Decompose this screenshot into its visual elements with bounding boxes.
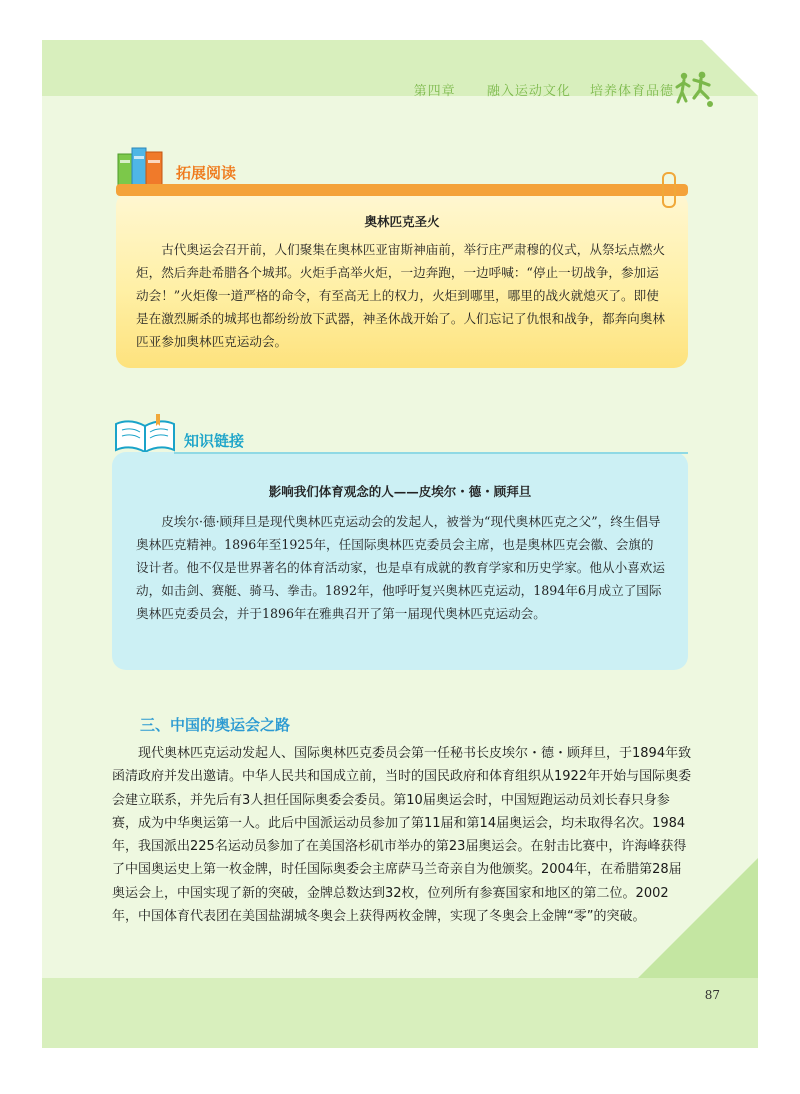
section-heading: 三、中国的奥运会之路 [140,716,291,734]
chapter-title-part1: 融入运动文化 [486,84,571,99]
knowledge-link-heading: 知识链接 [184,432,245,450]
page-number: 87 [704,988,720,1002]
running-header [400,80,674,99]
extension-reading-box [116,192,688,368]
soccer-players-icon [672,68,716,112]
open-book-icon [112,412,178,456]
footer-band [42,978,758,1048]
extension-reading-bar [116,184,688,196]
chapter-title-part2: 培养体育品德 [589,84,674,99]
extension-reading-body: 古代奥运会召开前，人们聚集在奥林匹亚宙斯神庙前，举行庄严肃穆的仪式，从祭坛点燃火炬，然后奔赴希腊各个城邦。火炬手高举火炬，一边奔跑，一边呼喊：“停止一切战争，参加运动会！”火炬像一道严格的命令，有至高无上的权力，火炬到哪里，哪里的战火就熄灭了。即使是在激烈厮杀的城邦也都纷纷放下武器，神圣休战开始了。人们忘记了仇恨和战争，都奔向奥林匹亚参加奥林匹克运动会。 [136,242,665,349]
paperclip-icon [662,172,676,208]
extension-reading-heading: 拓展阅读 [176,164,237,182]
knowledge-link-title: 影响我们体育观念的人——皮埃尔・德・顾拜旦 [268,484,532,499]
knowledge-link-body: 皮埃尔·德·顾拜旦是现代奥林匹克运动会的发起人，被誉为“现代奥林匹克之父”，终生倡导奥林匹克精神。1896年至1925年，任国际奥林匹克委员会主席，也是奥林匹克会徽、会旗的设计者。他不仅是世界著名的体育活动家，也是卓有成就的教育学家和历史学家。他从小喜欢运动，如击剑、赛艇、骑马、拳击。1892年，他呼吁复兴奥林匹克运动，1894年6月成立了国际奥林匹克委员会，并于1896年在雅典召开了第一届现代奥林匹克运动会。 [136,514,665,621]
chapter-label: 第四章 [413,84,456,99]
section-body: 现代奥林匹克运动发起人、国际奥林匹克委员会第一任秘书长皮埃尔・德・顾拜旦，于1894年致函清政府并发出邀请。中华人民共和国成立前，当时的国民政府和体育组织从1922年开始与国际奥委会建立联系，并先后有3人担任国际奥委会委员。第10届奥运会时，中国短跑运动员刘长春只身参赛，成为中华奥运第一人。此后中国派运动员参加了第11届和第14届奥运会，均未取得名次。1984年，我国派出225名运动员参加了在美国洛杉矶市举办的第23届奥运会。在射击比赛中，许海峰获得了中国奥运史上第一枚金牌，时任国际奥委会主席萨马兰奇亲自为他颁奖。2004年，在希腊第28届奥运会上，中国实现了新的突破，金牌总数达到32枚，位列所有参赛国家和地区的第二位。2002年，中国体育代表团在美国盐湖城冬奥会上获得两枚金牌，实现了冬奥会上金牌“零”的突破。 [112,746,692,925]
extension-reading-title: 奥林匹克圣火 [364,214,440,229]
knowledge-link-rule [174,452,688,454]
knowledge-link-box [112,452,688,670]
